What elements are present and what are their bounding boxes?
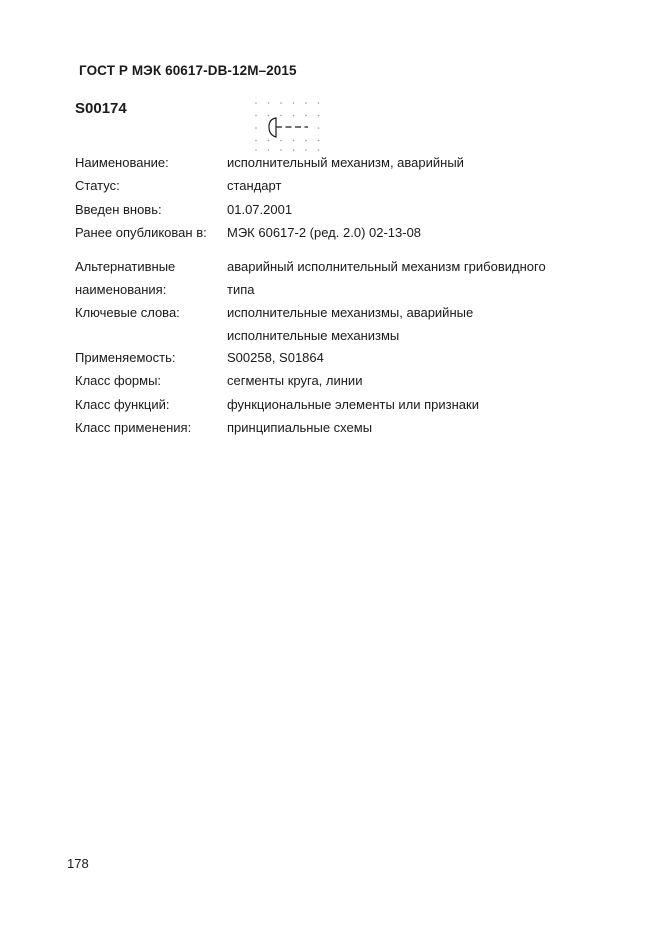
page-number: 178 — [67, 856, 89, 871]
field-value: S00258, S01864 — [227, 350, 324, 365]
field-value: исполнительные механизмы, аварийные — [227, 305, 474, 320]
field-value: 01.07.2001 — [227, 202, 293, 217]
standard-title: ГОСТ Р МЭК 60617-DB-12M–2015 — [79, 63, 297, 78]
field-label: Класс функций: — [75, 397, 170, 412]
field-value: исполнительный механизм, аварийный — [227, 155, 464, 170]
field-value: типа — [227, 282, 255, 297]
field-value: принципиальные схемы — [227, 420, 373, 435]
field-value: функциональные элементы или признаки — [227, 397, 479, 412]
field-value: аварийный исполнительный механизм грибовидного — [227, 259, 546, 274]
field-value: МЭК 60617-2 (ред. 2.0) 02-13-08 — [227, 225, 422, 240]
field-label: Введен вновь: — [75, 202, 162, 217]
field-label: Ключевые слова: — [75, 305, 180, 320]
field-value: стандарт — [227, 178, 282, 193]
field-label: Наименование: — [75, 155, 169, 170]
field-label: Статус: — [75, 178, 120, 193]
field-label: Класс формы: — [75, 373, 162, 388]
field-label: Класс применения: — [75, 420, 192, 435]
symbol-id: S00174 — [75, 100, 127, 117]
emergency-stop-actuator-icon — [250, 98, 325, 153]
field-label: Ранее опубликован в: — [75, 225, 207, 240]
field-label: Альтернативные — [75, 259, 176, 274]
field-value: исполнительные механизмы — [227, 328, 400, 343]
field-label: Применяемость: — [75, 350, 176, 365]
field-value: сегменты круга, линии — [227, 373, 363, 388]
field-label: наименования: — [75, 282, 167, 297]
